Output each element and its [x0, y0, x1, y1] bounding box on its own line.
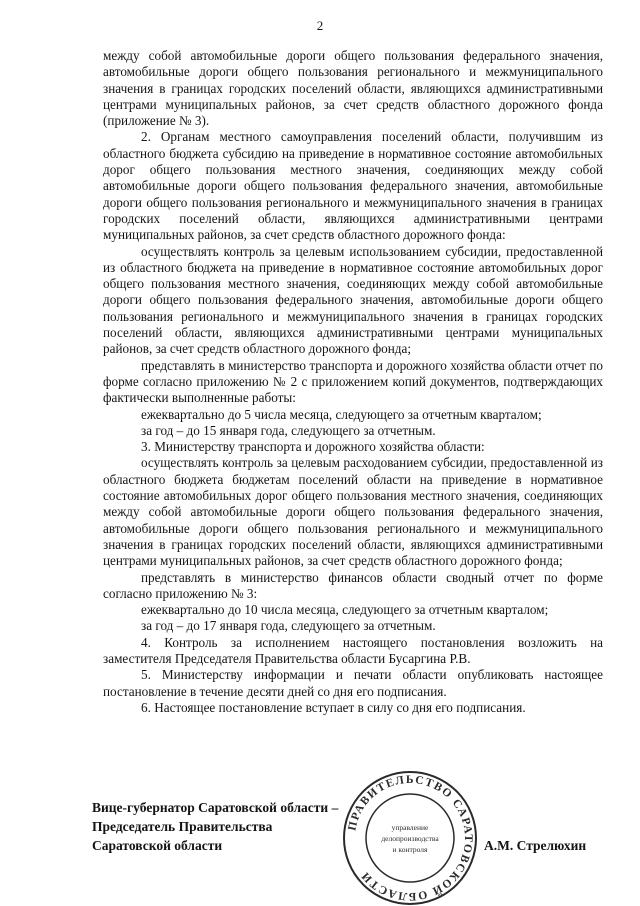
- page-number: 2: [316, 18, 324, 33]
- paragraph: 6. Настоящее постановление вступает в силу со дня его подписания.: [141, 699, 526, 715]
- paragraph: 4. Контроль за исполнением настоящего постановления возложить на заместителя Председателя Правительства области Бусаргина Р.В.: [103, 634, 603, 666]
- svg-text:и контроля: и контроля: [392, 845, 428, 854]
- paragraph: 5. Министерству информации и печати области опубликовать настоящее постановление в течение десяти дней со дня его подписания.: [103, 667, 603, 699]
- paragraph: 3. Министерству транспорта и дорожного хозяйства области:: [141, 439, 485, 455]
- document-body: [103, 48, 603, 716]
- paragraph: за год – до 15 января года, следующего за отчетным.: [141, 422, 436, 438]
- paragraph: ежеквартально до 10 числа месяца, следующего за отчетным кварталом;: [141, 602, 549, 618]
- svg-text:делопроизводства: делопроизводства: [381, 834, 439, 843]
- paragraph: 2. Органам местного самоуправления поселений области, получившим из областного бюджета субсидию на приведение в нормативное состояние автомобильных дорог общего пользования местного значения, соединяющих между собой автомобильные дороги общего пользования федерального значения, автомобильные дороги общего пользования регионального и межмуниципального значения в границах городских поселений области, являющихся административными центрами муниципальных районов, за счет средств областного дорожного фонда:: [103, 129, 603, 243]
- paragraph: за год – до 17 января года, следующего за отчетным.: [141, 618, 436, 634]
- paragraph: представлять в министерство транспорта и дорожного хозяйства области отчет по форме согласно приложению № 2 с приложением копий документов, подтверждающих фактически выполненные работы:: [103, 357, 603, 406]
- signatory-title-line: Председатель Правительства: [92, 819, 273, 834]
- svg-text:ПРАВИТЕЛЬСТВО САРАТОВСКОЙ ОБЛА: ПРАВИТЕЛЬСТВО САРАТОВСКОЙ ОБЛАСТИ: [346, 773, 475, 903]
- official-seal-stamp: [342, 770, 478, 906]
- svg-text:управление: управление: [391, 823, 429, 832]
- paragraph: осуществлять контроль за целевым расходованием субсидии, предоставленной из областного бюджета бюджетам поселений области на приведение в нормативное состояние автомобильных дорог общего пользования местного значения, соединяющих между собой автомобильные дороги общего пользования федерального значения, автомобильные дороги общего пользования регионального и межмуниципального значения в границах городских поселений области, являющихся административными центрами муниципальных районов, за счет средств областного дорожного фонда;: [103, 455, 603, 569]
- signatory-title-line: Саратовской области: [92, 838, 223, 853]
- signatory-title-line: Вице-губернатор Саратовской области –: [92, 800, 339, 815]
- paragraph: ежеквартально до 5 числа месяца, следующего за отчетным кварталом;: [141, 406, 542, 422]
- paragraph: между собой автомобильные дороги общего пользования федерального значения, автомобильные дороги общего пользования регионального и межмуниципального значения в границах городских поселений области, являющихся административными центрами муниципальных районов, за счет средств областного дорожного фонда (приложение № 3).: [103, 48, 603, 129]
- paragraph: осуществлять контроль за целевым использованием субсидии, предоставленной из областного бюджета на приведение в нормативное состояние автомобильных дорог общего пользования местного значения, соединяющих между собой автомобильные дороги общего пользования федерального значения, автомобильные дороги общего пользования регионального и межмуниципального значения в границах городских поселений области, являющихся административными центрами муниципальных районов, за счет средств областного дорожного фонда;: [103, 243, 603, 357]
- paragraph: представлять в министерство финансов области сводный отчет по форме согласно приложению № 3:: [103, 569, 603, 601]
- signatory-name: А.М. Стрелюхин: [484, 838, 587, 853]
